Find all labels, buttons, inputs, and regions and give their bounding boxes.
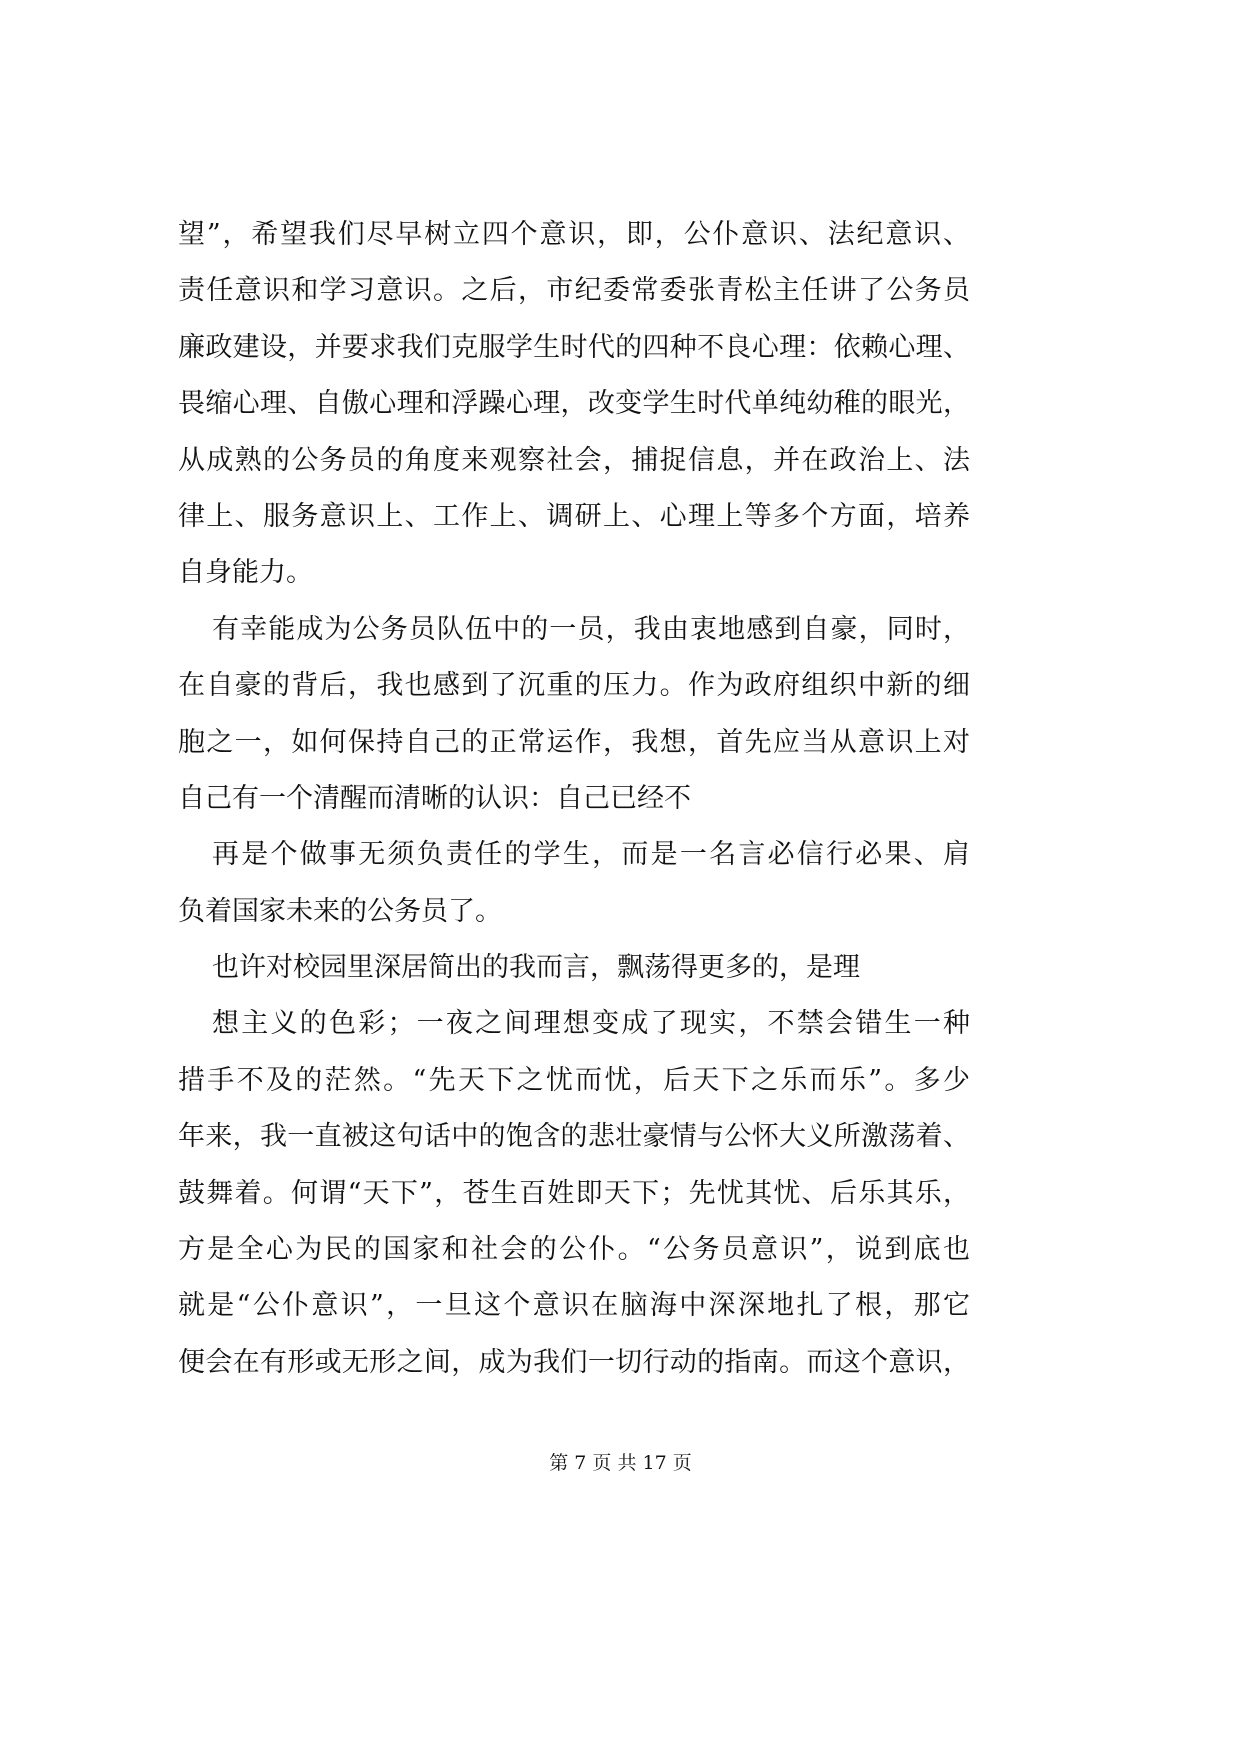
text-line: 从成熟的公务员的角度来观察社会，捕捉信息，并在政治上、法 xyxy=(178,444,970,476)
page-footer: 第 7 页 共 17 页 xyxy=(549,1452,692,1474)
text-line: 责任意识和学习意识。之后，市纪委常委张青松主任讲了公务员 xyxy=(178,275,970,307)
text-line: 畏缩心理、自傲心理和浮躁心理，改变学生时代单纯幼稚的眼光， xyxy=(178,388,970,420)
text-line: 方是全心为民的国家和社会的公仆。“公务员意识”，说到底也 xyxy=(178,1234,970,1266)
text-line: 律上、服务意识上、工作上、调研上、心理上等多个方面，培养 xyxy=(178,500,970,532)
text-line: 再是个做事无须负责任的学生，而是一名言必信行必果、肩 xyxy=(212,839,970,871)
text-line: 措手不及的茫然。“先天下之忧而忧，后天下之乐而乐”。多少 xyxy=(178,1064,970,1096)
text-line: 年来，我一直被这句话中的饱含的悲壮豪情与公怀大义所激荡着、 xyxy=(178,1121,970,1153)
text-line: 鼓舞着。何谓“天下”，苍生百姓即天下；先忧其忧、后乐其乐， xyxy=(178,1177,970,1209)
text-line: 也许对校园里深居简出的我而言，飘荡得更多的，是理 xyxy=(212,952,860,984)
text-line: 自身能力。 xyxy=(178,557,313,589)
text-line: 在自豪的背后，我也感到了沉重的压力。作为政府组织中新的细 xyxy=(178,670,970,702)
text-line: 有幸能成为公务员队伍中的一员，我由衷地感到自豪，同时， xyxy=(212,613,970,645)
text-line: 胞之一，如何保持自己的正常运作，我想，首先应当从意识上对 xyxy=(178,726,970,758)
text-line: 廉政建设，并要求我们克服学生时代的四种不良心理：依赖心理、 xyxy=(178,331,970,363)
text-line: 自己有一个清醒而清晰的认识：自己已经不 xyxy=(178,782,691,814)
text-line: 望”，希望我们尽早树立四个意识，即，公仆意识、法纪意识、 xyxy=(178,219,970,250)
text-line: 想主义的色彩；一夜之间理想变成了现实，不禁会错生一种 xyxy=(212,1008,970,1040)
text-line: 就是“公仆意识”，一旦这个意识在脑海中深深地扎了根，那它 xyxy=(178,1290,970,1322)
text-line: 负着国家未来的公务员了。 xyxy=(178,895,502,927)
body-text xyxy=(178,207,970,1391)
text-line: 便会在有形或无形之间，成为我们一切行动的指南。而这个意识， xyxy=(178,1346,970,1378)
